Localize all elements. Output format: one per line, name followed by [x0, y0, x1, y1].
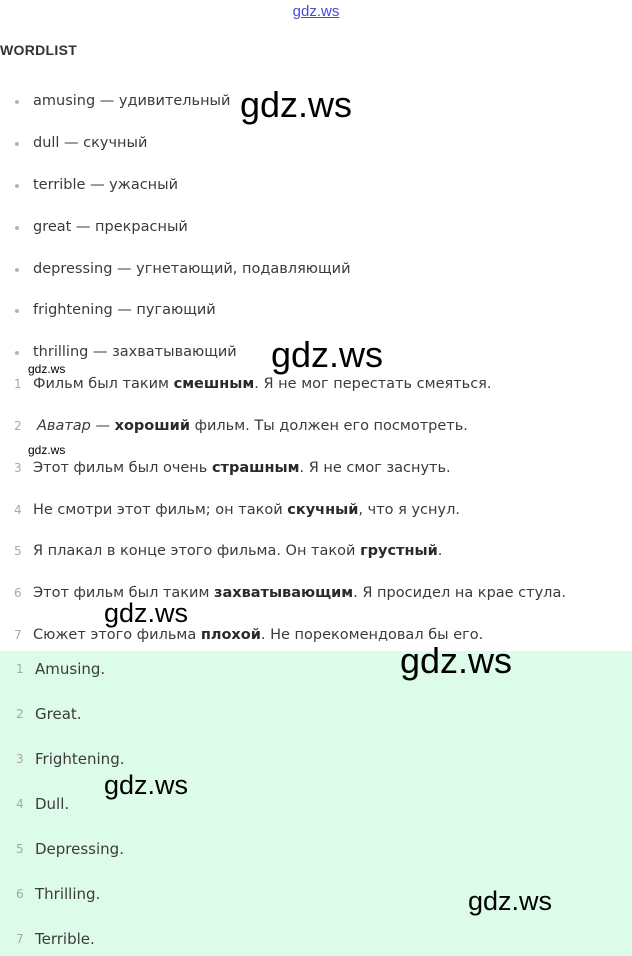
sentence: Этот фильм был таким захватывающим. Я просидел на крае стула. [33, 585, 566, 601]
bullet-icon [15, 226, 19, 230]
answer: Terrible. [35, 930, 95, 948]
answer-number: 4 [16, 797, 24, 811]
answer-number: 6 [16, 887, 24, 901]
watermark: gdz.ws [104, 598, 189, 628]
wordlist-item: terrible — ужасный [33, 177, 179, 193]
watermark: gdz.ws [400, 640, 513, 681]
answer: Great. [35, 705, 82, 723]
bullet-icon [15, 184, 19, 188]
bullet-icon [15, 100, 19, 104]
bullet-icon [15, 309, 19, 313]
answer: Thrilling. [35, 885, 101, 903]
watermark: gdz.ws [240, 84, 353, 125]
bullet-icon [15, 142, 19, 146]
sentence-number: 3 [14, 461, 22, 475]
watermark: gdz.ws [104, 770, 189, 800]
wordlist-item: great — прекрасный [33, 219, 188, 235]
answer-number: 7 [16, 932, 24, 946]
sentence: Сюжет этого фильма плохой. Не порекомендовал бы его. [33, 627, 484, 643]
sentence: Не смотри этот фильм; он такой скучный, что я уснул. [33, 502, 460, 518]
answer: Dull. [35, 795, 70, 813]
wordlist-item: depressing — угнетающий, подавляющий [33, 261, 351, 277]
sentence-number: 4 [14, 503, 22, 517]
sentence-number: 5 [14, 544, 22, 558]
answer: Amusing. [35, 660, 106, 678]
answer-number: 3 [16, 752, 24, 766]
answer-number: 1 [16, 662, 24, 676]
sentence-number: 2 [14, 419, 22, 433]
sentence-number: 6 [14, 586, 22, 600]
wordlist-item: dull — скучный [33, 135, 148, 151]
sentence-number: 7 [14, 628, 22, 642]
watermark: gdz.ws [468, 886, 553, 916]
watermark: gdz.ws [28, 443, 66, 457]
bullet-icon [15, 351, 19, 355]
watermark: gdz.ws [271, 334, 384, 375]
sentence: Фильм был таким смешным. Я не мог перестать смеяться. [33, 376, 492, 392]
answer-number: 5 [16, 842, 24, 856]
wordlist-item: frightening — пугающий [33, 302, 216, 318]
sentence: Я плакал в конце этого фильма. Он такой грустный. [33, 543, 443, 559]
sentence-number: 1 [14, 377, 22, 391]
wordlist-heading: WORDLIST [0, 42, 78, 58]
sentence: Этот фильм был очень страшным. Я не смог заснуть. [33, 460, 451, 476]
sentence: Аватар — хороший фильм. Ты должен его посмотреть. [37, 418, 468, 434]
watermark: gdz.ws [28, 362, 66, 376]
answer: Depressing. [35, 840, 124, 858]
wordlist-item: thrilling — захватывающий [33, 344, 237, 360]
wordlist-item: amusing — удивительный [33, 93, 231, 109]
top-watermark-link[interactable]: gdz.ws [292, 3, 340, 20]
bullet-icon [15, 268, 19, 272]
answer: Frightening. [35, 750, 125, 768]
answer-number: 2 [16, 707, 24, 721]
